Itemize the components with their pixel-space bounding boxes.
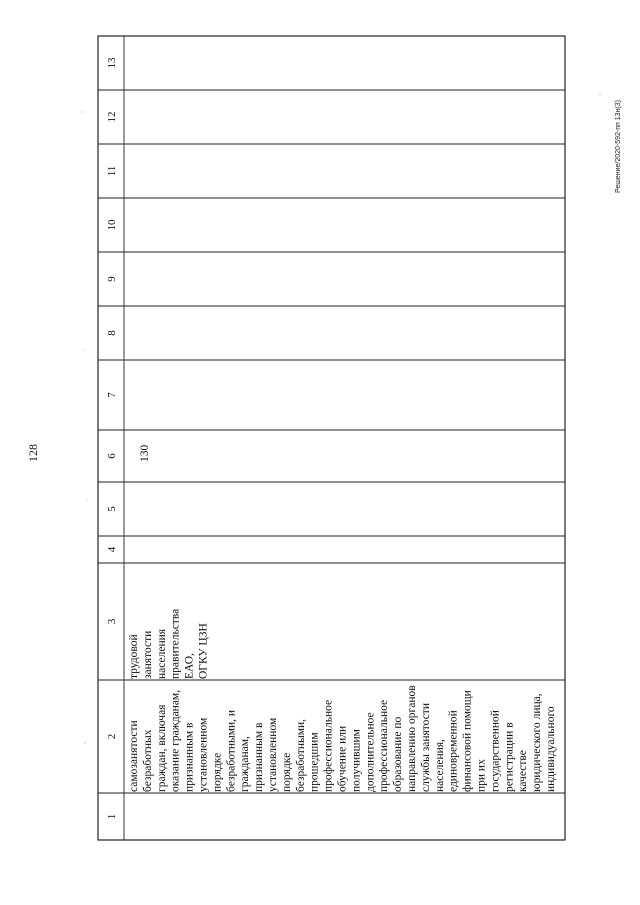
cell-text-line: правительства	[169, 608, 182, 679]
column-separators	[98, 90, 565, 793]
footer-filename: Решение/2020-592-пп 13н(3)	[615, 100, 622, 194]
scan-speck	[84, 742, 85, 743]
column-number: 13	[106, 57, 118, 69]
cell-text-line: единовременной	[447, 710, 460, 792]
cell-text-line: порядке	[211, 752, 224, 792]
cell-text-line: ОГКУ ЦЗН	[197, 623, 210, 679]
cell-text-line: признанным в	[183, 722, 196, 792]
cell-text-line: получившим	[350, 729, 363, 792]
cell-col2-text	[128, 685, 557, 792]
cell-text-line: индивидуального	[545, 706, 557, 792]
cell-text-line: службы занятости	[419, 703, 432, 792]
cell-text-line: обучение или	[336, 725, 349, 792]
column-number: 11	[106, 165, 118, 177]
cell-text-line: прошедшим	[308, 732, 321, 792]
cell-text-line: образование по	[392, 716, 405, 792]
column-number: 2	[106, 733, 118, 740]
cell-text-line: самозанятости	[128, 720, 140, 792]
cell-text-line: направлению органов	[406, 685, 418, 792]
scan-speck	[87, 500, 88, 501]
cell-text-line: оказание гражданам,	[169, 689, 182, 792]
cell-text-line: регистрации в	[503, 722, 516, 792]
scan-speck	[600, 95, 601, 96]
cell-text-line: трудовой	[128, 634, 140, 679]
column-number-header	[106, 57, 118, 819]
column-number: 10	[106, 219, 118, 231]
cell-text-line: граждан, включая	[155, 704, 168, 792]
cell-text-line: порядке	[280, 752, 293, 792]
cell-text-line: гражданам,	[239, 736, 252, 792]
cell-text-line: населения	[155, 628, 168, 679]
cell-col6-value: 130	[139, 444, 151, 462]
cell-text-line: финансовой помощи	[461, 690, 474, 792]
column-number: 6	[106, 453, 118, 459]
cell-text-line: занятости	[141, 630, 154, 679]
cell-text-line: установленном	[197, 717, 210, 792]
cell-text-line: профессиональное	[322, 699, 335, 792]
cell-text-line: безработных	[141, 729, 154, 792]
cell-text-line: безработными, и	[225, 709, 238, 792]
cell-text-line: ЕАО,	[183, 653, 196, 679]
column-number: 9	[106, 276, 118, 282]
column-number: 4	[106, 546, 118, 553]
cell-text-line: качестве	[517, 750, 530, 792]
cell-text-line: признанным в	[253, 722, 266, 792]
cell-text-line: юридического лица,	[531, 693, 544, 792]
cell-text-line: государственной	[489, 710, 502, 792]
column-number: 12	[106, 111, 118, 123]
scan-speck	[84, 350, 85, 351]
cell-text-line: установленном	[267, 717, 279, 792]
column-number: 5	[106, 506, 118, 512]
scan-speck	[81, 111, 82, 112]
page-number: 128	[26, 444, 40, 462]
column-number: 1	[106, 813, 118, 820]
cell-text-line: при их	[475, 759, 488, 792]
column-number: 8	[106, 330, 118, 336]
cell-text-line: дополнительное	[364, 712, 377, 792]
column-number: 3	[106, 618, 118, 625]
column-number: 7	[106, 392, 118, 398]
cell-text-line: профессиональное	[378, 699, 391, 792]
data-table	[98, 36, 565, 840]
cell-col3-text	[128, 609, 210, 679]
cell-text-line: безработными,	[294, 718, 307, 792]
cell-text-line: населения,	[433, 739, 446, 792]
